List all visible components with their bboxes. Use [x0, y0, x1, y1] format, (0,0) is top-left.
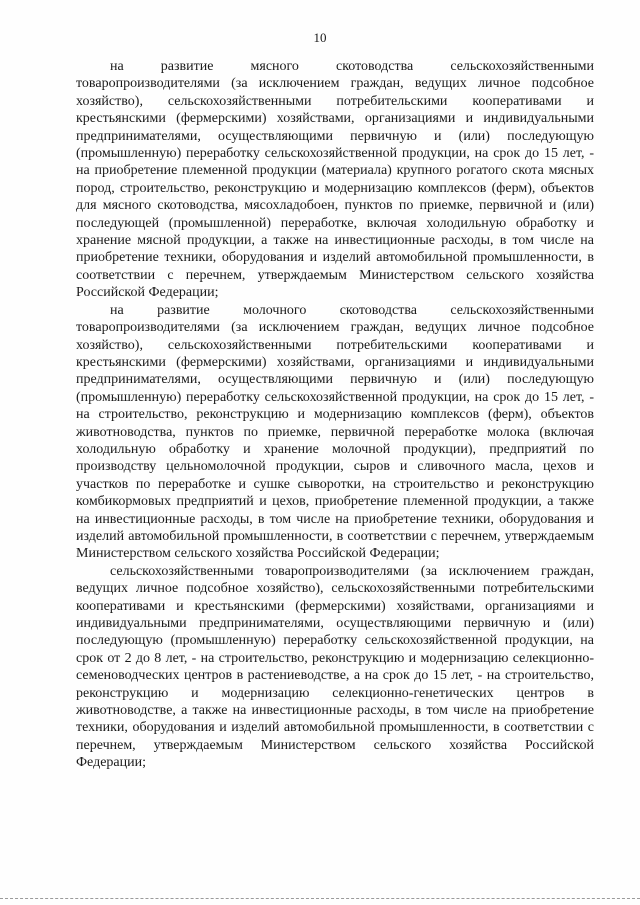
- document-body: [76, 58, 594, 772]
- paragraph-dairy-cattle: на развитие молочного скотоводства сельскохозяйственными товаропроизводителями (за исключением граждан, ведущих личное подсобное хозяйство), сельскохозяйственными потребительскими кооперативами и крестьянскими (фермерскими) хозяйствами, организациями и индивидуальными предпринимателями, осуществляющими первичную и (или) последующую (промышленную) переработку сельскохозяйственной продукции, на срок до 15 лет, - на строительство, реконструкцию и модернизацию комплексов (ферм), объектов животноводства, пунктов по приемке, первичной переработке молока (включая холодильную обработку и хранение молочной продукции), предприятий по производству цельномолочной продукции, сыров и сливочного масла, цехов и участков по переработке и сушке сыворотки, на строительство и реконструкцию комбикормовых предприятий и цехов, приобретение племенной продукции, а также на инвестиционные расходы, в том числе на приобретение техники, оборудования и изделий автомобильной промышленности, в соответствии с перечнем, утверждаемым Министерством сельского хозяйства Российской Федерации;: [76, 302, 594, 562]
- paragraph-breeding-centers: сельскохозяйственными товаропроизводителями (за исключением граждан, ведущих личное подсобное хозяйство), сельскохозяйственными потребительскими кооперативами и крестьянскими (фермерскими) хозяйствами, организациями и индивидуальными предпринимателями, осуществляющими первичную и (или) последующую (промышленную) переработку сельскохозяйственной продукции, на срок от 2 до 8 лет, - на строительство, реконструкцию и модернизацию селекционно-семеноводческих центров в растениеводстве, а на срок до 15 лет, - на строительство, реконструкцию и модернизацию селекционно-генетических центров в животноводстве, а также на инвестиционные расходы, в том числе на приобретение техники, оборудования и изделий автомобильной промышленности, в соответствии с перечнем, утверждаемым Министерством сельского хозяйства Российской Федерации;: [76, 563, 594, 771]
- page-number: 10: [313, 30, 327, 45]
- paragraph-meat-cattle: на развитие мясного скотоводства сельскохозяйственными товаропроизводителями (за исключением граждан, ведущих личное подсобное хозяйство), сельскохозяйственными потребительскими кооперативами и крестьянскими (фермерскими) хозяйствами, организациями и индивидуальными предпринимателями, осуществляющими первичную и (или) последующую (промышленную) переработку сельскохозяйственной продукции, на срок до 15 лет, - на приобретение племенной продукции (материала) крупного рогатого скота мясных пород, строительство, реконструкцию и модернизацию комплексов (ферм), объектов для мясного скотоводства, мясохладобоен, пунктов по приемке, первичной и (или) последующей (промышленной) переработке, включая холодильную обработку и хранение мясной продукции, а также на инвестиционные расходы, в том числе на приобретение техники, оборудования и изделий автомобильной промышленности, в соответствии с перечнем, утверждаемым Министерством сельского хозяйства Российской Федерации;: [76, 59, 594, 301]
- scan-edge-divider: [0, 898, 640, 900]
